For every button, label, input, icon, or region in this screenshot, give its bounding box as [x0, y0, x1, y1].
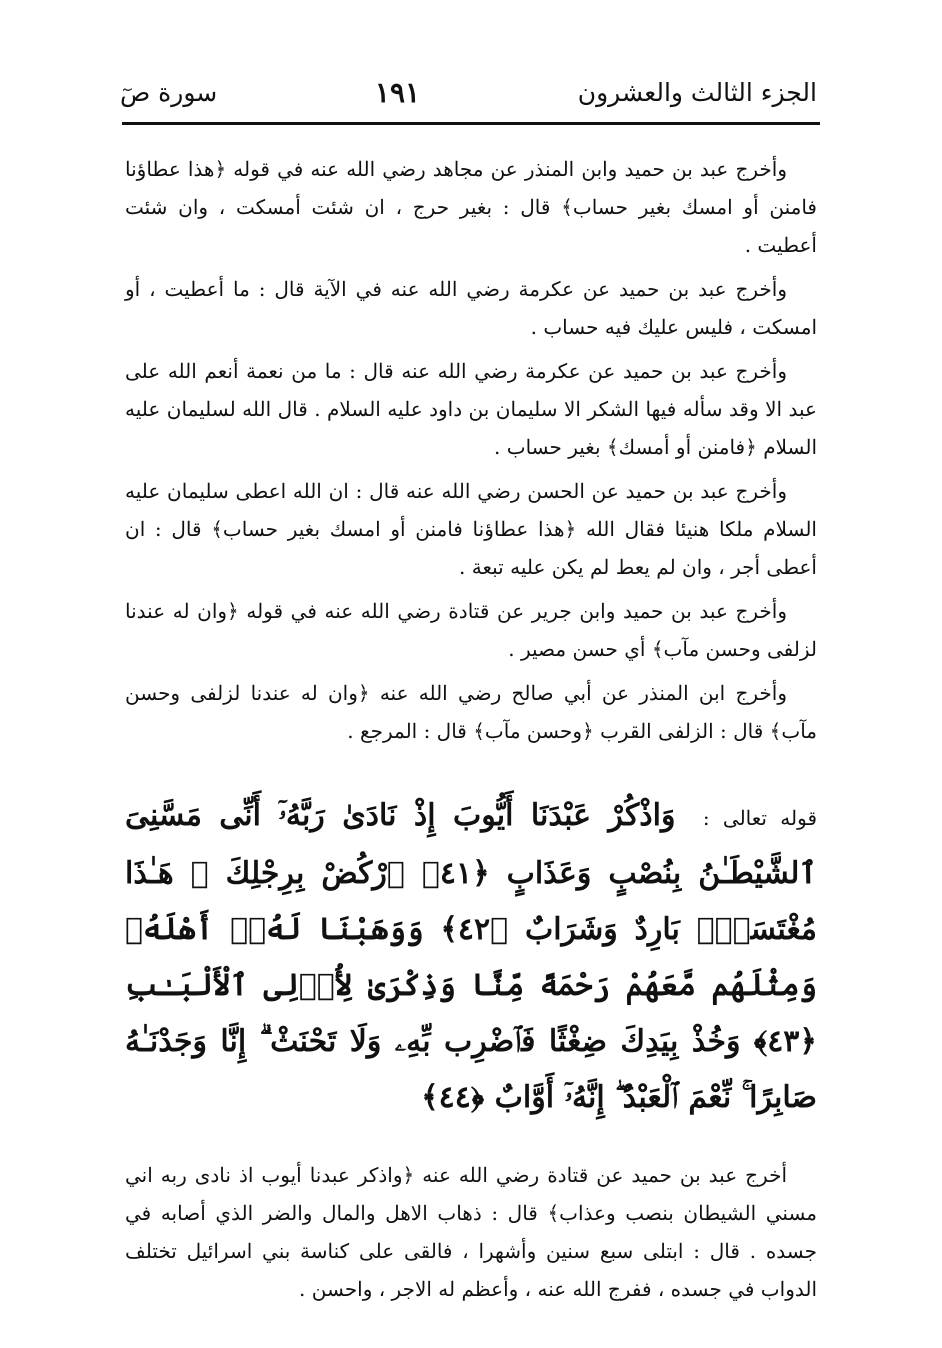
paragraph: وأخرج عبد بن حميد عن عكرمة رضي الله عنه في الآية قال : ما أعطيت ، أو امسكت ، فليس عليك فيه حساب .	[125, 277, 817, 339]
paragraph: وأخرج عبد بن حميد وابن جرير عن قتادة رضي الله عنه في قوله ﴿وان له عندنا لزلفى وحسن مآب﴾ أي حسن مصير .	[125, 599, 817, 661]
verse-intro: قوله تعالى :	[702, 806, 817, 830]
part-title: الجزء الثالث والعشرون	[577, 77, 817, 107]
paragraph: وأخرج ابن المنذر عن أبي صالح رضي الله عنه ﴿وان له عندنا لزلفى وحسن مآب﴾ قال : الزلفى القرب ﴿وحسن مآب﴾ قال : المرجع .	[125, 681, 817, 743]
page-header	[120, 70, 817, 114]
header-rule	[122, 122, 820, 125]
paragraph: وأخرج عبد بن حميد وابن المنذر عن مجاهد رضي الله عنه في قوله ﴿هذا عطاؤنا فامنن أو امسك بغير حساب﴾ قال : بغير حرج ، ان شئت أمسكت ، وان شئت أعطيت .	[125, 157, 817, 257]
surah-title: سورة صٓ	[120, 77, 218, 107]
verse-text: وَاذْكُرْ عَبْدَنَا أَيُّوبَ إِذْ نَادَىٰ رَبَّهُۥٓ أَنِّى مَسَّنِىَ ٱلشَّيْطَـٰنُ بِنُصْبٍ وَعَذَابٍ ﴿٤١﴾ ٱرْكُضْ بِرِجْلِكَ ۖ هَـٰذَا مُغْتَسَلٌۢ بَارِدٌ وَشَرَابٌ ﴿٤٢﴾ وَوَهَبْنَا لَهُۥٓ أَهْلَهُۥ وَمِثْلَهُم مَّعَهُمْ رَحْمَةً مِّنَّا وَذِكْرَىٰ لِأُو۟لِى ٱلْأَلْبَـٰبِ ﴿٤٣﴾ وَخُذْ بِيَدِكَ ضِغْثًا فَٱضْرِب بِّهِۦ وَلَا تَحْنَثْ ۗ إِنَّا وَجَدْنَـٰهُ صَابِرًا ۚ نِّعْمَ ٱلْعَبْدُ ۖ إِنَّهُۥٓ أَوَّابٌ ﴿٤٤﴾	[125, 798, 818, 1115]
quran-verse-block	[125, 788, 817, 1126]
page-number: ١٩١	[374, 75, 421, 109]
closing-paragraph: أخرج عبد بن حميد عن قتادة رضي الله عنه ﴿واذكر عبدنا أيوب اذ نادى ربه اني مسني الشيطان بنصب وعذاب﴾ قال : ذهاب الاهل والمال والضر الذي أصابه في جسده . قال : ابتلى سبع سنين وأشهرا ، فالقى على كناسة بني اسرائيل تختلف الدواب في جسده ، ففرج الله عنه ، وأعظم له الاجر ، واحسن .	[125, 1163, 817, 1301]
paragraph: وأخرج عبد بن حميد عن عكرمة رضي الله عنه قال : ما من نعمة أنعم الله على عبد الا وقد سأله فيها الشكر الا سليمان بن داود عليه السلام . قال الله لسليمان عليه السلام ﴿فامنن أو أمسك﴾ بغير حساب .	[125, 359, 817, 459]
page-body	[125, 150, 817, 1314]
paragraph: وأخرج عبد بن حميد عن الحسن رضي الله عنه قال : ان الله اعطى سليمان عليه السلام ملكا هنيئا فقال الله ﴿هذا عطاؤنا فامنن أو امسك بغير حساب﴾ قال : ان أعطى أجر ، وان لم يعط لم يكن عليه تبعة .	[125, 479, 817, 579]
